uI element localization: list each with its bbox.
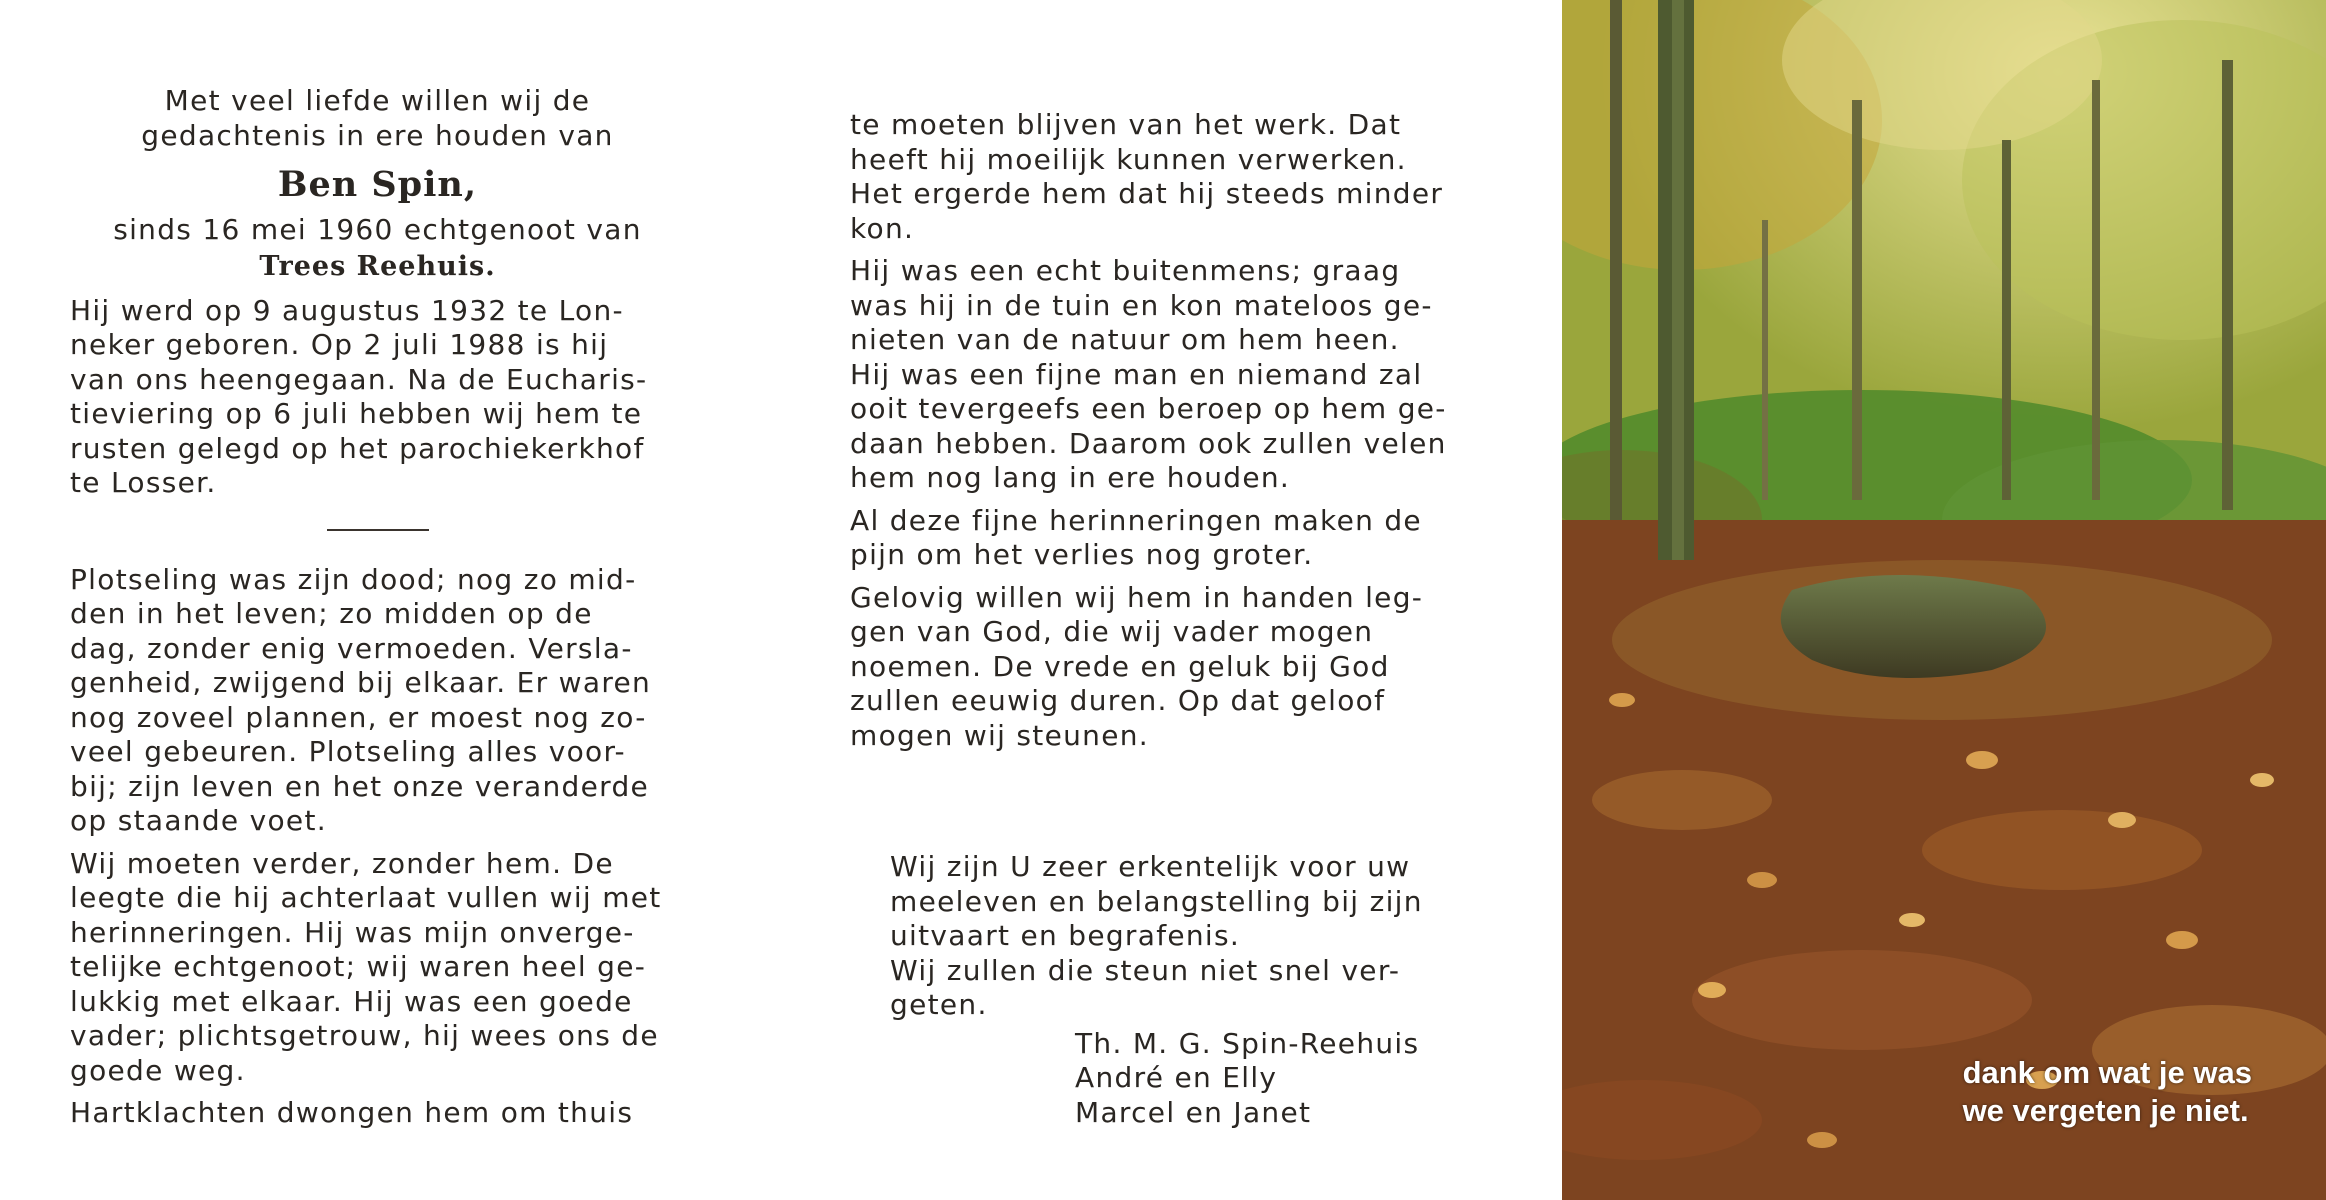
- paragraph-work: [850, 108, 1460, 246]
- spouse-name: Trees Reehuis.: [259, 250, 496, 282]
- paragraph-support: [890, 954, 1460, 1023]
- text-line: pijn om het verlies nog groter.: [850, 538, 1314, 571]
- text-line: nog zoveel plannen, er moest nog zo-: [70, 700, 647, 734]
- text-line: Hartklachten dwongen hem om thuis: [70, 1096, 634, 1129]
- photo-caption: [1963, 1054, 2252, 1130]
- text-line: tieviering op 6 juli hebben wij hem te: [70, 397, 643, 430]
- text-line: Hij werd op 9 augustus 1932 te Lon-: [70, 293, 624, 327]
- paragraph-thanks: [890, 850, 1460, 954]
- text-line: te Losser.: [70, 466, 217, 499]
- text-line: ooit tevergeefs een beroep op hem ge-: [850, 392, 1447, 425]
- paragraph-heart: [70, 1096, 685, 1131]
- text-line: Hij was een echt buitenmens; graag: [850, 254, 1401, 287]
- text-line: van ons heengegaan. Na de Eucharis-: [70, 362, 648, 396]
- text-line: Het ergerde hem dat hij steeds minder: [850, 177, 1444, 210]
- text-line: Wij zijn U zeer erkentelijk voor uw: [890, 850, 1411, 883]
- paragraph-pain: [850, 504, 1460, 573]
- intro-line: gedachtenis in ere houden van: [141, 118, 614, 152]
- text-line: Hij was een fijne man en niemand zal: [850, 357, 1423, 391]
- text-line: telijke echtgenoot; wij waren heel ge-: [70, 950, 647, 983]
- text-line: geten.: [890, 988, 988, 1021]
- text-line: zullen eeuwig duren. Op dat geloof: [850, 684, 1386, 717]
- deceased-name: Ben Spin,: [277, 164, 478, 205]
- text-line: daan hebben. Daarom ook zullen velen: [850, 426, 1447, 460]
- text-line: Gelovig willen wij hem in handen leg-: [850, 580, 1424, 614]
- text-line: Plotseling was zijn dood; nog zo mid-: [70, 562, 637, 596]
- text-line: kon.: [850, 211, 915, 245]
- text-line: bij; zijn leven en het onze veranderde: [70, 769, 650, 803]
- text-line: den in het leven; zo midden op de: [70, 597, 593, 630]
- intro: [70, 84, 685, 153]
- text-line: op staande voet.: [70, 804, 327, 837]
- signature-line: Marcel en Janet: [1075, 1095, 1312, 1129]
- intro-line: Met veel liefde willen wij de: [164, 84, 591, 117]
- text-line: veel gebeuren. Plotseling alles voor-: [70, 735, 626, 768]
- signature-line: André en Elly: [1075, 1061, 1278, 1094]
- text-line: goede weg.: [70, 1053, 246, 1087]
- text-line: meeleven en belangstelling bij zijn: [890, 884, 1423, 918]
- divider: [327, 529, 429, 531]
- marriage-line: sinds 16 mei 1960 echtgenoot van: [113, 213, 642, 246]
- text-line: Wij moeten verder, zonder hem. De: [70, 846, 614, 880]
- text-line: nieten van de natuur om hem heen.: [850, 323, 1400, 356]
- forest-illustration: [1562, 0, 2326, 1200]
- caption-line: we vergeten je niet.: [1962, 1093, 2249, 1128]
- thanks-block: [890, 850, 1460, 1130]
- paragraph-faith: [850, 581, 1460, 754]
- text-line: te moeten blijven van het werk. Dat: [850, 108, 1402, 141]
- text-line: herinneringen. Hij was mijn onverge-: [70, 915, 635, 949]
- text-line: heeft hij moeilijk kunnen verwerken.: [850, 142, 1407, 176]
- text-line: Al deze fijne herinneringen maken de: [850, 503, 1422, 537]
- left-column: [70, 84, 685, 1131]
- paragraph-sudden-death: [70, 563, 685, 839]
- text-line: hem nog lang in ere houden.: [850, 461, 1291, 494]
- text-line: dag, zonder enig vermoeden. Versla-: [70, 631, 633, 665]
- text-line: leegte die hij achterlaat vullen wij met: [70, 881, 662, 914]
- text-line: genheid, zwijgend bij elkaar. Er waren: [70, 666, 652, 699]
- text-line: lukkig met elkaar. Hij was een goede: [70, 984, 633, 1018]
- text-line: gen van God, die wij vader mogen: [850, 615, 1374, 648]
- text-line: Wij zullen die steun niet snel ver-: [890, 953, 1401, 987]
- text-line: noemen. De vrede en geluk bij God: [850, 649, 1390, 683]
- paragraph-memories: [70, 847, 685, 1089]
- text-line: mogen wij steunen.: [850, 718, 1149, 752]
- middle-column: [850, 108, 1460, 753]
- text-line: was hij in de tuin en kon mateloos ge-: [850, 288, 1433, 322]
- text-line: rusten gelegd op het parochiekerkhof: [70, 431, 645, 465]
- text-line: vader; plichtsgetrouw, hij wees ons de: [70, 1019, 659, 1052]
- text-line: neker geboren. Op 2 juli 1988 is hij: [70, 328, 609, 361]
- signature-line: Th. M. G. Spin-Reehuis: [1075, 1026, 1420, 1060]
- caption-line: dank om wat je was: [1962, 1055, 2252, 1090]
- paragraph-outdoors: [850, 254, 1460, 496]
- forest-photo: [1562, 0, 2326, 1200]
- text-line: uitvaart en begrafenis.: [890, 919, 1241, 952]
- signatures: [890, 1027, 1460, 1131]
- biography: [70, 294, 685, 501]
